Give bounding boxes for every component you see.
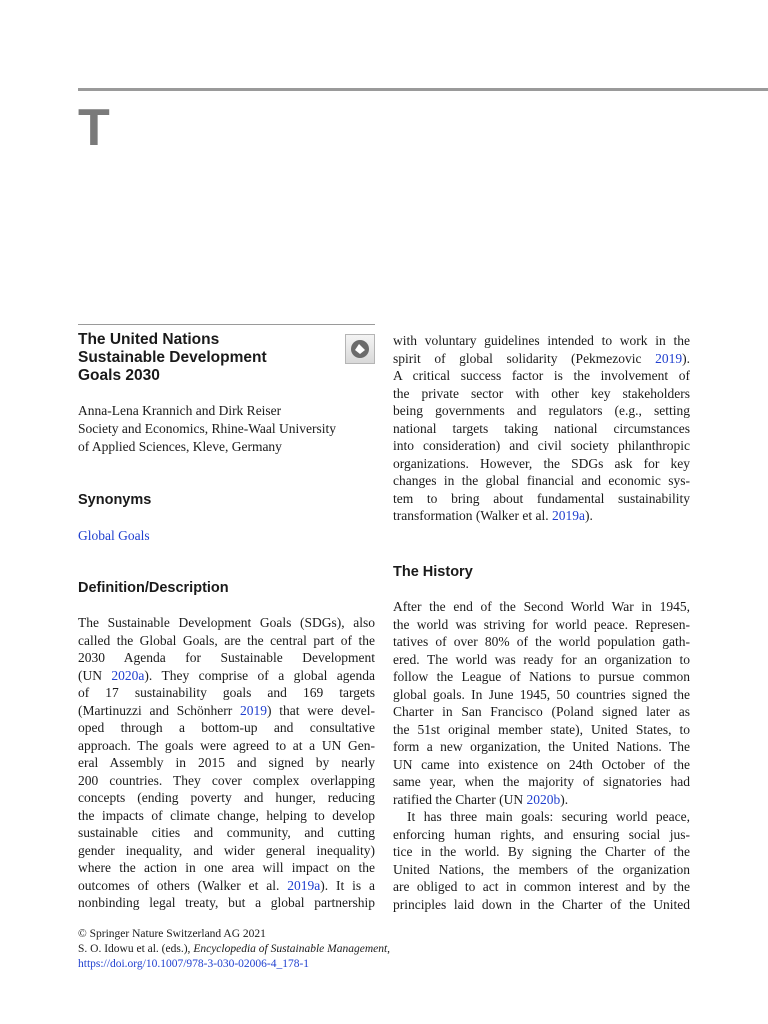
citation-link[interactable]: 2020b (526, 791, 561, 807)
text-line: transformation (Walker et al. 2019a). (393, 508, 593, 523)
entry-rule (78, 324, 375, 325)
copyright-line: © Springer Nature Switzerland AG 2021 (78, 928, 266, 940)
text-line: where the action in one area will impact on the (78, 860, 375, 875)
definition-heading: Definition/Description (78, 580, 229, 596)
text-line: 2030 Agenda for Sustainable Development (78, 650, 375, 665)
text-line: Charter in San Francisco (Poland signed later as (393, 704, 690, 719)
history-paragraph-1 (393, 598, 690, 808)
book-title: Encyclopedia of Sustainable Management (193, 943, 388, 955)
text-line: into consideration) and civil society philanthropic (393, 438, 690, 453)
text-line: organizations. However, the SDGs ask for key (393, 455, 690, 471)
text-line: tice in the world. By signing the Charter of the (393, 844, 690, 859)
entry-title (78, 331, 328, 385)
text-line: (Martinuzzi and Schönherr 2019) that were devel- (78, 702, 375, 718)
text-line: oped through a bottom-up and consultative (78, 720, 375, 735)
text-line: of 17 sustainability goals and 169 targets (78, 685, 375, 700)
text-line: the impacts of climate change, helping to develop (78, 807, 375, 823)
text-line: changes in the global financial and economic sys- (393, 473, 690, 488)
entry-title-line: Goals 2030 (78, 367, 160, 384)
text-line: spirit of global solidarity (Pekmezovic 2019). (393, 350, 690, 366)
definition-paragraph (78, 614, 375, 912)
text-line: enforcing human rights, and ensuring social jus- (393, 826, 690, 842)
check-for-updates-icon[interactable] (345, 334, 375, 364)
entry-title-line: Sustainable Development (78, 349, 267, 366)
text-line: sustainable cities and community, and cutting (78, 825, 375, 840)
text-line: It has three main goals: securing world peace, (407, 809, 690, 824)
text-line: UN came into existence on 24th October of the (393, 756, 690, 772)
text-line: After the end of the Second World War in 1945, (393, 599, 690, 614)
text-line: A critical success factor is the involvement of (393, 368, 690, 383)
footer (78, 927, 478, 972)
author-names: Anna-Lena Krannich and Dirk Reiser (78, 403, 282, 418)
affiliation-line: of Applied Sciences, Kleve, Germany (78, 439, 282, 454)
text-line: (UN 2020a). They comprise of a global agenda (78, 667, 375, 683)
text-line: with voluntary guidelines intended to work in the (393, 333, 690, 348)
text-line: United Nations, the members of the organization (393, 861, 690, 877)
text-line: 200 countries. They cover complex overlapping (78, 772, 375, 788)
text-line: called the Global Goals, are the central part of the (78, 632, 375, 648)
text-line: being governments and regulators (e.g., setting (393, 403, 690, 418)
synonyms-heading: Synonyms (78, 492, 152, 508)
text-line: outcomes of others (Walker et al. 2019a). It is a (78, 877, 375, 893)
text-line: gender inequality, and wider general inequality) (78, 842, 375, 858)
citation-link[interactable]: 2019 (240, 702, 267, 718)
text-line: follow the League of Nations to pursue common (393, 669, 690, 684)
text-line: ered. The world was ready for an organization to (393, 651, 690, 667)
text-line: concepts (ending poverty and hunger, reducing (78, 790, 375, 805)
text-line: same year, when the majority of signatories had (393, 774, 690, 789)
header-rule (78, 88, 768, 91)
text-line: principles laid down in the Charter of the United (393, 896, 690, 912)
text-line: the 51st original member state), United States, to (393, 721, 690, 737)
citation-line (78, 942, 478, 957)
definition-paragraph-continued (393, 332, 690, 525)
history-paragraph-2 (393, 808, 690, 913)
citation-link[interactable]: 2019 (655, 350, 683, 366)
author-block (78, 402, 378, 456)
text-line: The Sustainable Development Goals (SDGs), also (78, 615, 375, 630)
citation-link[interactable]: 2020a (111, 667, 145, 683)
section-letter: T (78, 99, 110, 157)
text-line: global goals. In June 1945, 50 countries signed the (393, 686, 690, 702)
synonym-link-global-goals[interactable]: Global Goals (78, 528, 150, 543)
text-line: are obliged to act in common interest and by the (393, 879, 690, 894)
text-line: form a new organization, the United Nations. The (393, 739, 690, 754)
text-line: tatives of over 80% of the world population gath- (393, 634, 690, 649)
doi-link[interactable]: https://doi.org/10.1007/978-3-030-02006-4_178-1 (78, 958, 310, 970)
entry-title-line: The United Nations (78, 331, 220, 348)
text-line: the world was striving for world peace. Represen- (393, 616, 690, 632)
text-line: the private sector with other key stakeholders (393, 385, 690, 401)
text-line: eral Assembly in 2015 and signed by nearly (78, 755, 375, 770)
affiliation-line: Society and Economics, Rhine-Waal University (78, 421, 336, 436)
text-line: ratified the Charter (UN 2020b). (393, 791, 569, 807)
text-line: approach. The goals were agreed to at a UN Gen- (78, 737, 375, 753)
citation-suffix: , (387, 943, 391, 955)
citation-prefix: S. O. Idowu et al. (eds.), (78, 943, 194, 955)
text-line: nonbinding legal treaty, but a global partnership (78, 895, 375, 910)
citation-link[interactable]: 2019a (287, 877, 321, 893)
text-line: national targets taking national circumstances (393, 420, 690, 436)
history-heading: The History (393, 564, 473, 580)
text-line: tem to bring about fundamental sustainability (393, 490, 690, 506)
citation-link[interactable]: 2019a (551, 508, 585, 523)
